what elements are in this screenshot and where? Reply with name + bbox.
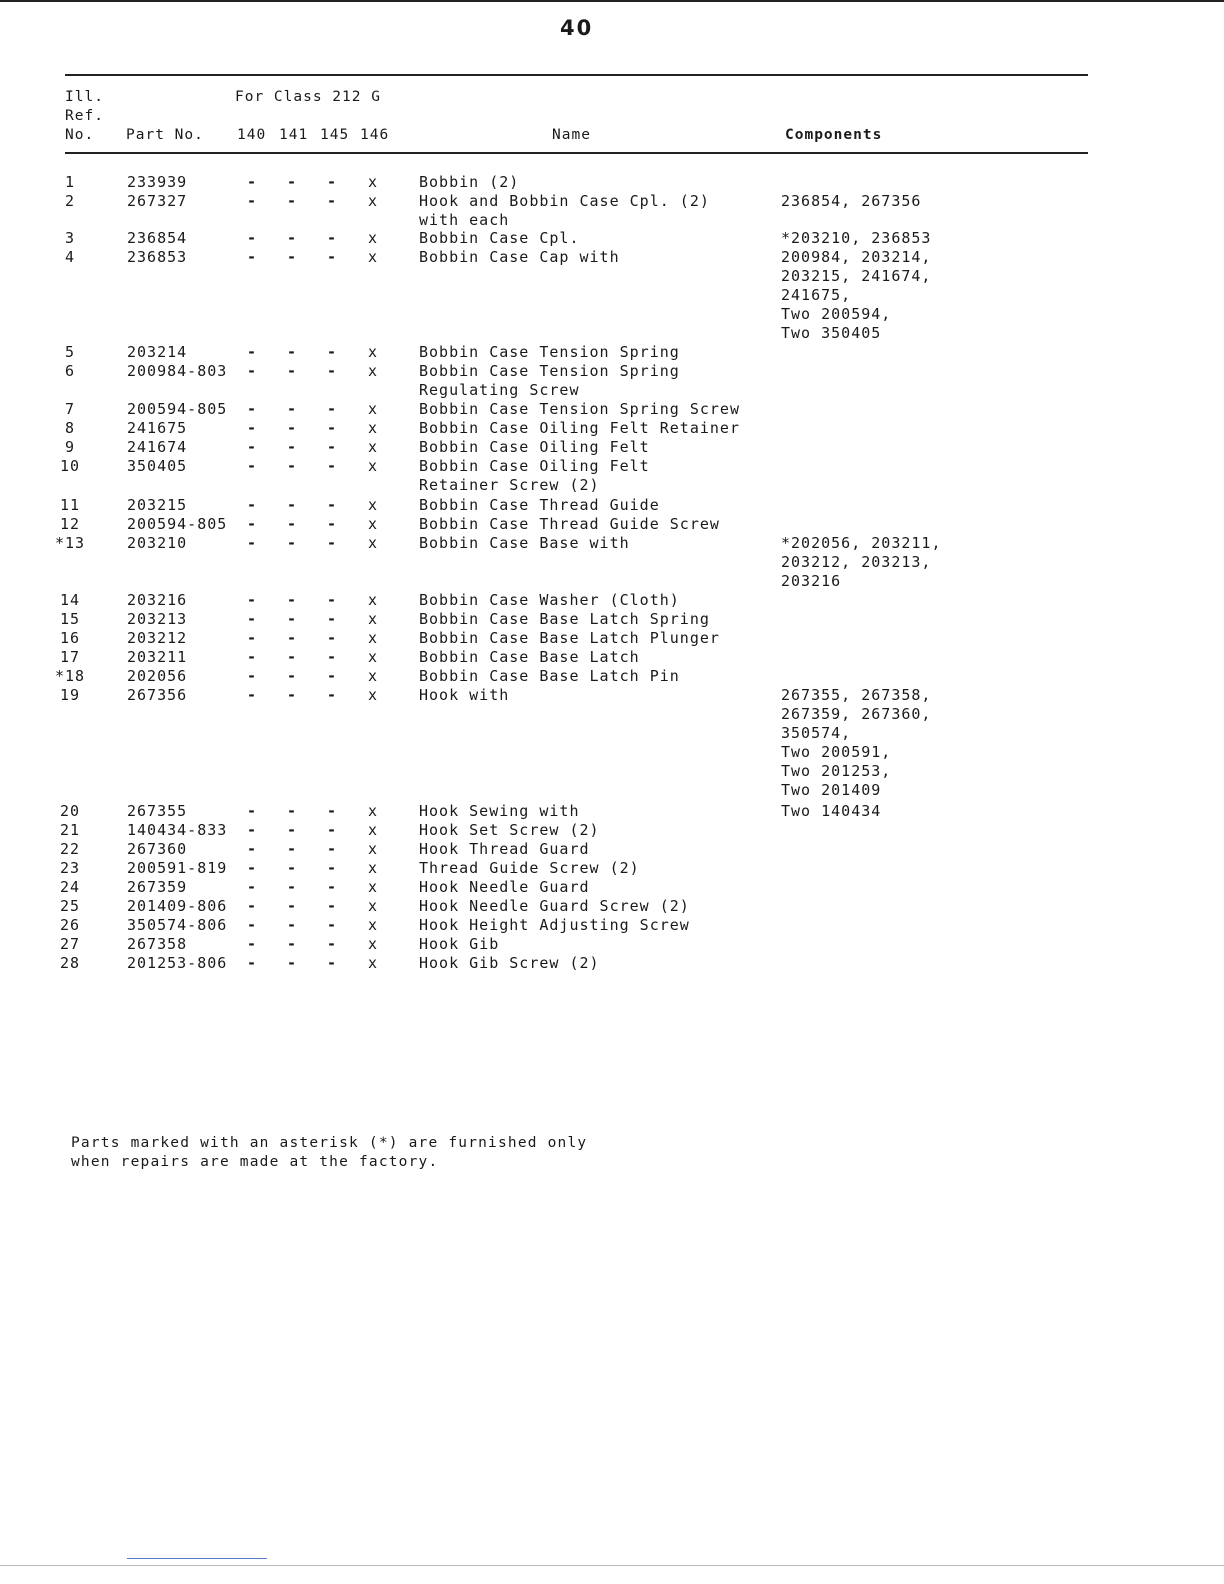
part-name bbox=[419, 400, 740, 419]
model-140-mark: - bbox=[246, 457, 258, 475]
model-141-mark: - bbox=[286, 229, 298, 247]
model-140-mark: - bbox=[246, 362, 258, 380]
model-141-mark: - bbox=[286, 821, 298, 839]
components bbox=[781, 192, 921, 211]
ill-ref-no: 25 bbox=[59, 897, 81, 915]
model-141-mark: - bbox=[286, 935, 298, 953]
ill-ref-no: 17 bbox=[59, 648, 81, 666]
model-140-mark: - bbox=[246, 935, 258, 953]
model-140-mark: - bbox=[246, 859, 258, 877]
model-146-mark: x bbox=[367, 629, 379, 647]
model-140-mark: - bbox=[246, 248, 258, 266]
part-name bbox=[419, 648, 640, 667]
components-line: 203215, 241674, bbox=[781, 267, 932, 285]
model-145-mark: - bbox=[326, 648, 338, 666]
part-no: 203212 bbox=[127, 629, 188, 647]
part-name-line: Bobbin Case Base Latch Pin bbox=[419, 667, 680, 685]
components-line: 203212, 203213, bbox=[781, 553, 932, 571]
ill-ref-no: 19 bbox=[59, 686, 81, 704]
model-145-mark: - bbox=[326, 438, 338, 456]
ill-ref-no: 3 bbox=[64, 229, 76, 247]
components-line: Two 140434 bbox=[781, 802, 882, 820]
ill-ref-no: 1 bbox=[64, 173, 76, 191]
model-146-mark: x bbox=[367, 438, 379, 456]
model-140-mark: - bbox=[246, 629, 258, 647]
components-line: 267355, 267358, bbox=[781, 686, 932, 704]
model-140-mark: - bbox=[246, 192, 258, 210]
ill-ref-no: 9 bbox=[64, 438, 76, 456]
model-140-mark: - bbox=[246, 400, 258, 418]
model-140-mark: - bbox=[246, 343, 258, 361]
part-no: 350405 bbox=[127, 457, 188, 475]
model-140-mark: - bbox=[246, 438, 258, 456]
scan-mark-line bbox=[127, 1558, 267, 1559]
part-no: 236853 bbox=[127, 248, 188, 266]
model-145-mark: - bbox=[326, 878, 338, 896]
part-name-line: Bobbin Case Washer (Cloth) bbox=[419, 591, 680, 609]
model-145-mark: - bbox=[326, 400, 338, 418]
model-145-mark: - bbox=[326, 610, 338, 628]
components bbox=[781, 248, 931, 343]
part-no: 200591-819 bbox=[127, 859, 228, 877]
model-141-header: 141 bbox=[279, 127, 309, 143]
model-146-mark: x bbox=[367, 173, 379, 191]
part-no: 350574-806 bbox=[127, 916, 228, 934]
model-140-mark: - bbox=[246, 821, 258, 839]
part-no: 241674 bbox=[127, 438, 188, 456]
components-line: Two 350405 bbox=[781, 324, 882, 342]
model-141-mark: - bbox=[286, 648, 298, 666]
part-no: 200594-805 bbox=[127, 400, 228, 418]
part-name bbox=[419, 248, 620, 267]
part-name bbox=[419, 686, 509, 705]
part-name bbox=[419, 457, 650, 495]
model-140-mark: - bbox=[246, 496, 258, 514]
model-145-mark: - bbox=[326, 935, 338, 953]
model-140-mark: - bbox=[246, 954, 258, 972]
ill-ref-no: 2 bbox=[64, 192, 76, 210]
model-141-mark: - bbox=[286, 859, 298, 877]
model-145-mark: - bbox=[326, 362, 338, 380]
part-name bbox=[419, 878, 590, 897]
part-name-line: Bobbin Case Oiling Felt bbox=[419, 457, 650, 475]
components-line: *203210, 236853 bbox=[781, 229, 932, 247]
part-no: 203210 bbox=[127, 534, 188, 552]
model-141-mark: - bbox=[286, 400, 298, 418]
model-146-mark: x bbox=[367, 821, 379, 839]
model-140-header: 140 bbox=[237, 127, 267, 143]
model-141-mark: - bbox=[286, 954, 298, 972]
part-name bbox=[419, 591, 680, 610]
components-line: Two 200594, bbox=[781, 305, 892, 323]
table-top-rule bbox=[65, 74, 1088, 76]
ill-ref-no: 28 bbox=[59, 954, 81, 972]
model-141-mark: - bbox=[286, 173, 298, 191]
ill-ref-no: 10 bbox=[59, 457, 81, 475]
ill-ref-no: 12 bbox=[59, 515, 81, 533]
components-line: 241675, bbox=[781, 286, 852, 304]
part-no: 267356 bbox=[127, 686, 188, 704]
ill-ref-no: 16 bbox=[59, 629, 81, 647]
part-name-line: Bobbin Case Base Latch Plunger bbox=[419, 629, 720, 647]
model-145-mark: - bbox=[326, 229, 338, 247]
model-146-mark: x bbox=[367, 916, 379, 934]
model-140-mark: - bbox=[246, 648, 258, 666]
model-140-mark: - bbox=[246, 515, 258, 533]
components-line: Two 200591, bbox=[781, 743, 892, 761]
part-no: 140434-833 bbox=[127, 821, 228, 839]
part-no: 267359 bbox=[127, 878, 188, 896]
part-no: 200984-803 bbox=[127, 362, 228, 380]
part-name bbox=[419, 534, 630, 553]
model-145-mark: - bbox=[326, 916, 338, 934]
part-name bbox=[419, 610, 710, 629]
part-no: 203213 bbox=[127, 610, 188, 628]
part-name bbox=[419, 496, 660, 515]
model-140-mark: - bbox=[246, 229, 258, 247]
model-140-mark: - bbox=[246, 591, 258, 609]
part-name-line: Bobbin Case Tension Spring Screw bbox=[419, 400, 740, 418]
part-name-line: Hook with bbox=[419, 686, 510, 704]
part-name-line: Retainer Screw (2) bbox=[419, 476, 600, 494]
model-141-mark: - bbox=[286, 496, 298, 514]
ill-ref-no: 7 bbox=[64, 400, 76, 418]
model-140-mark: - bbox=[246, 419, 258, 437]
model-145-mark: - bbox=[326, 859, 338, 877]
model-141-mark: - bbox=[286, 248, 298, 266]
table-header-rule bbox=[65, 152, 1088, 154]
part-no: 201253-806 bbox=[127, 954, 228, 972]
part-name-line: Bobbin Case Base with bbox=[419, 534, 630, 552]
model-146-mark: x bbox=[367, 686, 379, 704]
ill-ref-no: 11 bbox=[59, 496, 81, 514]
model-146-mark: x bbox=[367, 515, 379, 533]
name-header: Name bbox=[552, 127, 591, 143]
model-145-mark: - bbox=[326, 954, 338, 972]
ill-ref-no: *13 bbox=[54, 534, 86, 552]
components-header: Components bbox=[785, 127, 883, 143]
part-no: 202056 bbox=[127, 667, 188, 685]
model-145-mark: - bbox=[326, 496, 338, 514]
part-name-line: Hook Gib bbox=[419, 935, 500, 953]
part-no: 233939 bbox=[127, 173, 188, 191]
part-name bbox=[419, 916, 690, 935]
part-name-line: Thread Guide Screw (2) bbox=[419, 859, 640, 877]
model-146-mark: x bbox=[367, 419, 379, 437]
model-146-mark: x bbox=[367, 362, 379, 380]
model-145-mark: - bbox=[326, 629, 338, 647]
part-name bbox=[419, 629, 720, 648]
components bbox=[781, 534, 942, 591]
model-145-mark: - bbox=[326, 343, 338, 361]
model-145-mark: - bbox=[326, 802, 338, 820]
part-name-line: Bobbin Case Cpl. bbox=[419, 229, 580, 247]
model-146-mark: x bbox=[367, 897, 379, 915]
model-146-mark: x bbox=[367, 229, 379, 247]
model-141-mark: - bbox=[286, 192, 298, 210]
page-number: 40 bbox=[560, 16, 594, 40]
components-line: Two 201409 bbox=[781, 781, 882, 799]
model-146-mark: x bbox=[367, 935, 379, 953]
part-name-line: Hook Gib Screw (2) bbox=[419, 954, 600, 972]
part-name-line: Bobbin Case Cap with bbox=[419, 248, 620, 266]
model-146-mark: x bbox=[367, 610, 379, 628]
model-141-mark: - bbox=[286, 534, 298, 552]
part-name-line: Bobbin Case Thread Guide Screw bbox=[419, 515, 720, 533]
part-name bbox=[419, 802, 580, 821]
part-name bbox=[419, 173, 519, 192]
model-146-mark: x bbox=[367, 343, 379, 361]
components-line: 267359, 267360, bbox=[781, 705, 932, 723]
model-145-mark: - bbox=[326, 419, 338, 437]
model-141-mark: - bbox=[286, 916, 298, 934]
part-no: 267360 bbox=[127, 840, 188, 858]
part-name-line: Bobbin Case Tension Spring bbox=[419, 343, 680, 361]
model-141-mark: - bbox=[286, 438, 298, 456]
model-145-mark: - bbox=[326, 534, 338, 552]
model-146-mark: x bbox=[367, 457, 379, 475]
part-no: 267355 bbox=[127, 802, 188, 820]
model-146-mark: x bbox=[367, 648, 379, 666]
model-146-mark: x bbox=[367, 667, 379, 685]
model-146-mark: x bbox=[367, 859, 379, 877]
model-145-mark: - bbox=[326, 821, 338, 839]
model-145-mark: - bbox=[326, 515, 338, 533]
model-141-mark: - bbox=[286, 610, 298, 628]
ill-ref-no: 6 bbox=[64, 362, 76, 380]
model-146-mark: x bbox=[367, 591, 379, 609]
part-no: 267358 bbox=[127, 935, 188, 953]
model-140-mark: - bbox=[246, 173, 258, 191]
part-no: 200594-805 bbox=[127, 515, 228, 533]
model-141-mark: - bbox=[286, 878, 298, 896]
part-name-line: Bobbin Case Thread Guide bbox=[419, 496, 660, 514]
ill-ref-no: 23 bbox=[59, 859, 81, 877]
model-140-mark: - bbox=[246, 686, 258, 704]
part-name bbox=[419, 667, 680, 686]
model-145-mark: - bbox=[326, 192, 338, 210]
model-141-mark: - bbox=[286, 343, 298, 361]
bottom-edge-rule bbox=[0, 1565, 1224, 1566]
model-141-mark: - bbox=[286, 667, 298, 685]
part-name-line: Hook Needle Guard bbox=[419, 878, 590, 896]
part-no: 203214 bbox=[127, 343, 188, 361]
model-141-mark: - bbox=[286, 840, 298, 858]
model-146-mark: x bbox=[367, 192, 379, 210]
model-146-mark: x bbox=[367, 802, 379, 820]
model-140-mark: - bbox=[246, 667, 258, 685]
part-name-line: Bobbin (2) bbox=[419, 173, 520, 191]
components-line: *202056, 203211, bbox=[781, 534, 942, 552]
components-line: 200984, 203214, bbox=[781, 248, 932, 266]
part-name-line: Bobbin Case Oiling Felt bbox=[419, 438, 650, 456]
top-edge-rule bbox=[0, 0, 1224, 2]
model-146-mark: x bbox=[367, 496, 379, 514]
part-name bbox=[419, 859, 640, 878]
part-name bbox=[419, 192, 710, 230]
model-145-mark: - bbox=[326, 173, 338, 191]
part-no: 203215 bbox=[127, 496, 188, 514]
components-line: Two 201253, bbox=[781, 762, 892, 780]
ill-ref-no: 5 bbox=[64, 343, 76, 361]
model-141-mark: - bbox=[286, 591, 298, 609]
part-name-line: Bobbin Case Tension Spring bbox=[419, 362, 680, 380]
model-146-mark: x bbox=[367, 400, 379, 418]
part-name bbox=[419, 419, 740, 438]
model-140-mark: - bbox=[246, 840, 258, 858]
part-no: 267327 bbox=[127, 192, 188, 210]
part-name-line: Regulating Screw bbox=[419, 381, 580, 399]
part-no: 241675 bbox=[127, 419, 188, 437]
model-145-mark: - bbox=[326, 591, 338, 609]
part-name-line: Hook Thread Guard bbox=[419, 840, 590, 858]
model-141-mark: - bbox=[286, 515, 298, 533]
model-141-mark: - bbox=[286, 897, 298, 915]
class-label-header: For Class 212 G bbox=[235, 89, 381, 105]
part-name-line: Bobbin Case Base Latch bbox=[419, 648, 640, 666]
part-no-header: Part No. bbox=[126, 127, 204, 143]
ill-ref-no: 20 bbox=[59, 802, 81, 820]
part-no: 201409-806 bbox=[127, 897, 228, 915]
ill-ref-no-header-line-2: Ref. bbox=[65, 108, 104, 124]
model-141-mark: - bbox=[286, 802, 298, 820]
components-line: 350574, bbox=[781, 724, 852, 742]
part-name-line: Hook Height Adjusting Screw bbox=[419, 916, 690, 934]
model-140-mark: - bbox=[246, 802, 258, 820]
model-145-mark: - bbox=[326, 248, 338, 266]
part-name bbox=[419, 840, 590, 859]
part-name-line: Bobbin Case Oiling Felt Retainer bbox=[419, 419, 740, 437]
model-140-mark: - bbox=[246, 897, 258, 915]
part-no: 203216 bbox=[127, 591, 188, 609]
model-140-mark: - bbox=[246, 534, 258, 552]
ill-ref-no: 27 bbox=[59, 935, 81, 953]
model-145-mark: - bbox=[326, 897, 338, 915]
ill-ref-no: 22 bbox=[59, 840, 81, 858]
components-line: 236854, 267356 bbox=[781, 192, 922, 210]
model-140-mark: - bbox=[246, 610, 258, 628]
part-name-line: Hook Needle Guard Screw (2) bbox=[419, 897, 690, 915]
ill-ref-no-header-line-1: Ill. bbox=[65, 89, 104, 105]
part-name-line: Hook Sewing with bbox=[419, 802, 580, 820]
model-146-mark: x bbox=[367, 954, 379, 972]
part-no: 236854 bbox=[127, 229, 188, 247]
model-146-mark: x bbox=[367, 878, 379, 896]
part-name-line: with each bbox=[419, 211, 510, 229]
ill-ref-no: 14 bbox=[59, 591, 81, 609]
part-name bbox=[419, 229, 580, 248]
part-name bbox=[419, 438, 650, 457]
model-146-mark: x bbox=[367, 840, 379, 858]
part-no: 203211 bbox=[127, 648, 188, 666]
footnote-line: Parts marked with an asterisk (*) are furnished only bbox=[71, 1135, 588, 1151]
model-146-header: 146 bbox=[360, 127, 390, 143]
model-141-mark: - bbox=[286, 629, 298, 647]
ill-ref-no: 24 bbox=[59, 878, 81, 896]
part-name bbox=[419, 954, 600, 973]
ill-ref-no: 21 bbox=[59, 821, 81, 839]
footnote-line: when repairs are made at the factory. bbox=[71, 1154, 439, 1170]
footnote bbox=[71, 1134, 587, 1172]
components bbox=[781, 802, 881, 821]
ill-ref-no: *18 bbox=[54, 667, 86, 685]
ill-ref-no: 4 bbox=[64, 248, 76, 266]
part-name bbox=[419, 821, 600, 840]
ill-ref-no-header-line-3: No. bbox=[65, 127, 95, 143]
model-145-header: 145 bbox=[320, 127, 350, 143]
model-145-mark: - bbox=[326, 686, 338, 704]
components bbox=[781, 686, 931, 800]
model-141-mark: - bbox=[286, 362, 298, 380]
model-146-mark: x bbox=[367, 248, 379, 266]
model-141-mark: - bbox=[286, 457, 298, 475]
model-146-mark: x bbox=[367, 534, 379, 552]
model-145-mark: - bbox=[326, 840, 338, 858]
part-name-line: Bobbin Case Base Latch Spring bbox=[419, 610, 710, 628]
ill-ref-no: 8 bbox=[64, 419, 76, 437]
part-name bbox=[419, 362, 680, 400]
model-141-mark: - bbox=[286, 419, 298, 437]
model-140-mark: - bbox=[246, 916, 258, 934]
ill-ref-no: 15 bbox=[59, 610, 81, 628]
part-name bbox=[419, 515, 720, 534]
ill-ref-no: 26 bbox=[59, 916, 81, 934]
part-name bbox=[419, 897, 690, 916]
model-145-mark: - bbox=[326, 457, 338, 475]
model-140-mark: - bbox=[246, 878, 258, 896]
part-name bbox=[419, 343, 680, 362]
part-name-line: Hook and Bobbin Case Cpl. (2) bbox=[419, 192, 710, 210]
part-name bbox=[419, 935, 499, 954]
model-141-mark: - bbox=[286, 686, 298, 704]
components bbox=[781, 229, 931, 248]
part-name-line: Hook Set Screw (2) bbox=[419, 821, 600, 839]
components-line: 203216 bbox=[781, 572, 842, 590]
model-145-mark: - bbox=[326, 667, 338, 685]
